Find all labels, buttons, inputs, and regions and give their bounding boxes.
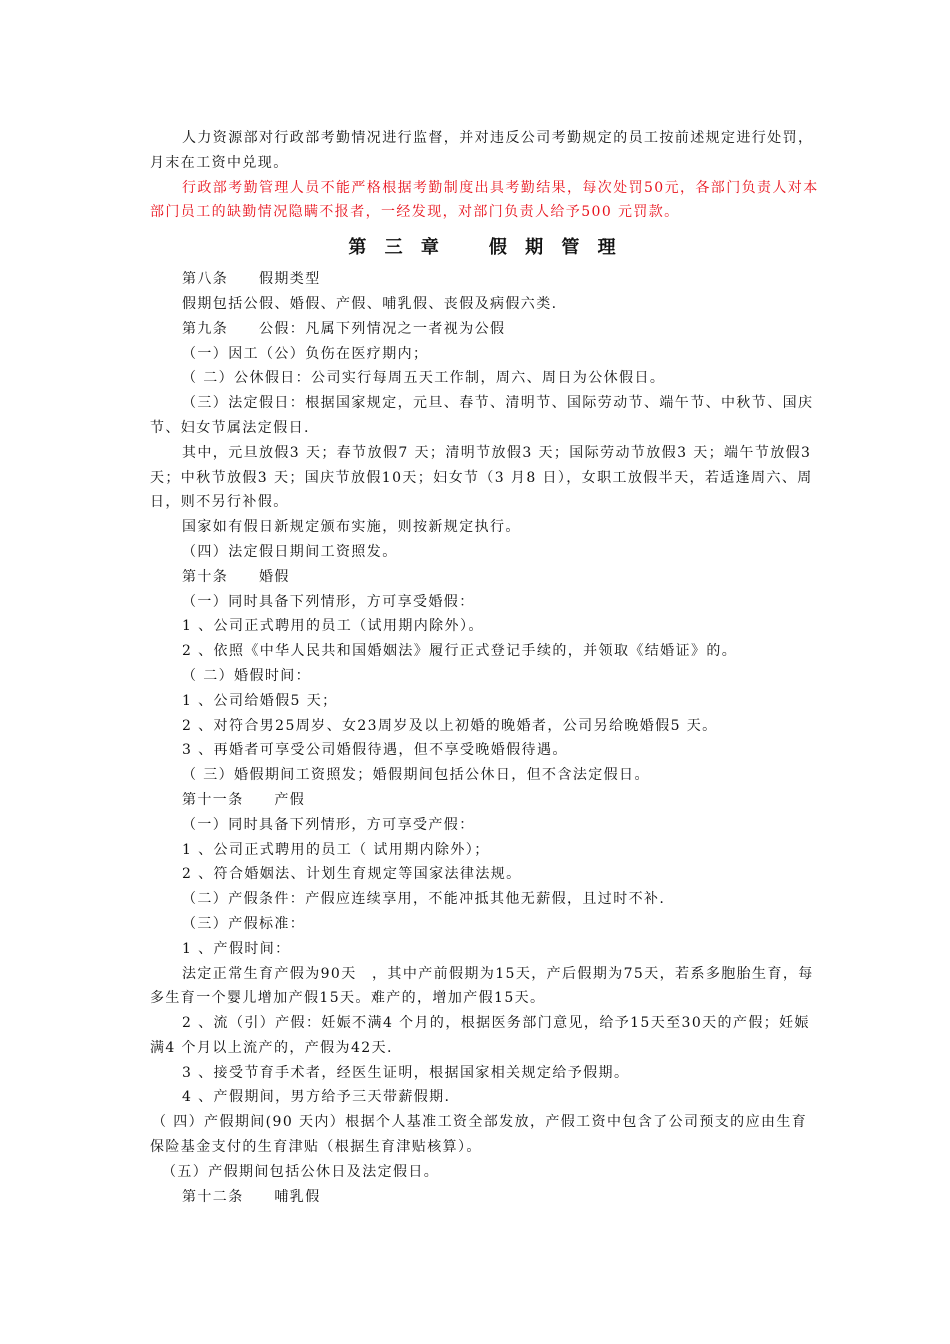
list-item: 2 、流（引）产假：妊娠不满4 个月的，根据医务部门意见，给予15天至30天的产假；妊娠满4 个月以上流产的，产假为42天. xyxy=(150,1015,810,1056)
list-item: 3 、再婚者可享受公司婚假待遇，但不享受晚婚假待遇。 xyxy=(182,742,568,759)
list-item: 1 、公司正式聘用的员工（ 试用期内除外）； xyxy=(182,841,490,858)
list-item: 4 、产假期间，男方给予三天带薪假期. xyxy=(182,1089,451,1106)
paragraph: 国家如有假日新规定颁布实施，则按新规定执行。 xyxy=(182,519,521,536)
list-item: （ 二）婚假时间： xyxy=(182,667,312,684)
list-item: （ 三）婚假期间工资照发；婚假期间包括公休日，但不含法定假日。 xyxy=(182,767,650,784)
paragraph: 法定正常生育产假为90天 ，其中产前假期为15天，产后假期为75天，若系多胞胎生育，每多生育一个婴儿增加产假15天。难产的，增加产假15天。 xyxy=(150,965,814,1007)
article-11-heading: 第十一条 产假 xyxy=(182,791,306,808)
article-12-heading: 第十二条 哺乳假 xyxy=(182,1188,321,1205)
article-8-body: 假期包括公假、婚假、产假、哺乳假、丧假及病假六类. xyxy=(182,295,558,312)
article-8-heading: 第八条 假期类型 xyxy=(182,271,321,288)
chapter-title: 假 期 管 理 xyxy=(488,237,622,259)
list-item: （一）因工（公）负伤在医疗期内； xyxy=(182,345,429,362)
list-item: （三）法定假日：根据国家规定，元旦、春节、清明节、国际劳动节、端午节、中秋节、国庆节、妇女节属法定假日. xyxy=(150,395,814,436)
list-item: 3 、接受节育手术者，经医生证明，根据国家相关规定给予假期。 xyxy=(182,1064,630,1081)
chapter-number: 第 三 章 xyxy=(348,237,445,259)
list-item: （ 二）公休假日：公司实行每周五天工作制，周六、周日为公休假日。 xyxy=(182,370,666,387)
list-item: 2 、符合婚姻法、计划生育规定等国家法律法规。 xyxy=(182,866,522,883)
article-9-heading: 第九条 公假：凡属下列情况之一者视为公假 xyxy=(182,320,506,337)
list-item: （一）同时具备下列情形，方可享受产假： xyxy=(182,816,475,833)
paragraph-penalty-warning: 行政部考勤管理人员不能严格根据考勤制度出具考勤结果，每次处罚50元，各部门负责人对本部门员工的缺勤情况隐瞒不报者，一经发现，对部门负责人给予500 元罚款。 xyxy=(150,179,819,221)
holiday-details: 其中，元旦放假3 天；春节放假7 天；清明节放假3 天；国际劳动节放假3 天；端午节放假3 天；中秋节放假3 天；国庆节放假10天；妇女节（3 月8 日），女职工放假半天，若适逢周六、周日，则不另行补假。 xyxy=(150,444,813,511)
list-item: 1 、公司给婚假5 天； xyxy=(182,692,338,709)
paragraph-hr-supervision: 人力资源部对行政部考勤情况进行监督，并对违反公司考勤规定的员工按前述规定进行处罚，月末在工资中兑现。 xyxy=(150,130,814,171)
list-item: 2 、对符合男25周岁、女23周岁及以上初婚的晚婚者，公司另给晚婚假5 天。 xyxy=(182,717,718,734)
article-10-heading: 第十条 婚假 xyxy=(182,568,290,585)
list-item: （五）产假期间包括公休日及法定假日。 xyxy=(162,1163,440,1180)
list-item: （三）产假标准： xyxy=(182,915,306,932)
list-item: 1 、产假时间： xyxy=(182,940,291,957)
list-item: （ 四）产假期间(90 天内）根据个人基准工资全部发放，产假工资中包含了公司预支的应由生育保险基金支付的生育津贴（根据生育津贴核算）。 xyxy=(150,1114,808,1156)
list-item: （二）产假条件：产假应连续享用，不能冲抵其他无薪假，且过时不补. xyxy=(182,891,666,908)
list-item: 2 、依照《中华人民共和国婚姻法》履行正式登记手续的，并领取《结婚证》的。 xyxy=(182,643,738,660)
list-item: （一）同时具备下列情形，方可享受婚假： xyxy=(182,593,475,610)
chapter-heading xyxy=(150,235,820,261)
list-item: （四）法定假日期间工资照发。 xyxy=(182,543,398,560)
list-item: 1 、公司正式聘用的员工（试用期内除外）。 xyxy=(182,618,484,635)
